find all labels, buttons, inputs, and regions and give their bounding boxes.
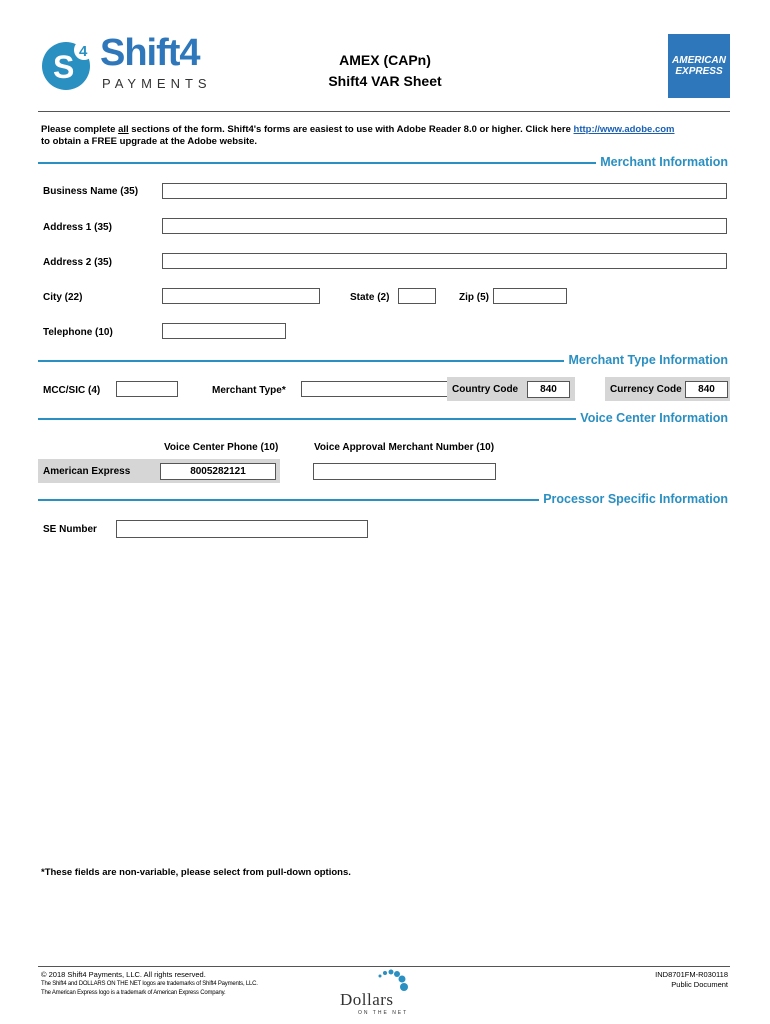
processor-line (38, 499, 543, 501)
voice-center-phone-value[interactable]: 8005282121 (160, 463, 276, 480)
address2-label: Address 2 (35) (43, 257, 112, 268)
header-divider (38, 111, 730, 112)
merchant-type-line (38, 360, 568, 362)
footer-trademark1: The Shift4 and DOLLARS ON THE NET logos are trademarks of Shift4 Payments, LLC. (41, 981, 258, 987)
page-title: AMEX (CAPn) (339, 52, 431, 68)
dollars-on-the-net-logo (336, 968, 426, 1020)
voice-approval-merchant-number-field[interactable] (313, 463, 496, 480)
mcc-field[interactable] (116, 381, 178, 397)
address1-field[interactable] (162, 218, 727, 234)
address1-label: Address 1 (35) (43, 222, 112, 233)
zip-field[interactable] (493, 288, 567, 304)
shift4-payments-text: PAYMENTS (102, 76, 212, 91)
amex-logo-line2: EXPRESS (675, 66, 723, 77)
mcc-label: MCC/SIC (4) (43, 385, 101, 396)
shift4-brand-text: Shift4 (100, 32, 200, 74)
merchant-type-heading: Merchant Type Information (564, 353, 728, 367)
doc-classification: Public Document (671, 980, 728, 989)
currency-code-value[interactable]: 840 (685, 381, 728, 398)
voice-phone-column-label: Voice Center Phone (10) (164, 442, 279, 453)
amex-logo (668, 34, 730, 98)
business-name-label: Business Name (35) (43, 186, 139, 197)
amex-logo-line1: AMERICAN (672, 55, 726, 66)
page-subtitle: Shift4 VAR Sheet (328, 73, 442, 89)
voice-center-heading: Voice Center Information (576, 411, 728, 425)
merchant-info-heading: Merchant Information (596, 155, 728, 169)
se-number-label: SE Number (43, 524, 97, 535)
intro-text (41, 124, 741, 148)
merchant-type-label: Merchant Type* (212, 385, 286, 396)
intro-post: sections of the form. Shift4's forms are easiest to use with Adobe Reader 8.0 or higher. Click here (128, 124, 574, 135)
telephone-field[interactable] (162, 323, 286, 339)
country-code-label: Country Code (452, 384, 519, 395)
currency-code-label: Currency Code (610, 384, 682, 395)
merchant-info-line (38, 162, 638, 164)
zip-label: Zip (5) (459, 292, 489, 303)
telephone-label: Telephone (10) (43, 327, 113, 338)
dollars-logo-sub: ON THE NET (358, 1010, 409, 1016)
svg-text:S: S (53, 49, 75, 85)
intro-pre: Please complete (41, 124, 119, 135)
voice-approval-column-label: Voice Approval Merchant Number (10) (314, 442, 495, 453)
intro-all: all (118, 124, 129, 135)
footer-trademark2: The American Express logo is a trademark of American Express Company. (41, 990, 226, 996)
state-field[interactable] (398, 288, 436, 304)
country-code-value[interactable]: 840 (527, 381, 570, 398)
footer-copyright: © 2018 Shift4 Payments, LLC. All rights reserved. (41, 970, 206, 979)
address2-field[interactable] (162, 253, 727, 269)
city-label: City (22) (43, 292, 83, 303)
city-field[interactable] (162, 288, 320, 304)
amex-voice-row-label: American Express (43, 466, 131, 477)
business-name-field[interactable] (162, 183, 727, 199)
footer-divider (38, 966, 730, 967)
adobe-link[interactable]: http://www.adobe.com (573, 124, 675, 135)
merchant-type-select[interactable] (301, 381, 461, 397)
dollars-logo-text: Dollars (340, 990, 394, 1009)
svg-text:4: 4 (79, 43, 88, 60)
processor-heading: Processor Specific Information (539, 492, 728, 506)
se-number-field[interactable] (116, 520, 368, 538)
intro-line2: to obtain a FREE upgrade at the Adobe website. (41, 136, 258, 147)
doc-id: IND8701FM-R030118 (655, 970, 728, 979)
state-label: State (2) (350, 292, 390, 303)
voice-center-line (38, 418, 583, 420)
footnote: *These fields are non-variable, please select from pull-down options. (41, 867, 351, 878)
